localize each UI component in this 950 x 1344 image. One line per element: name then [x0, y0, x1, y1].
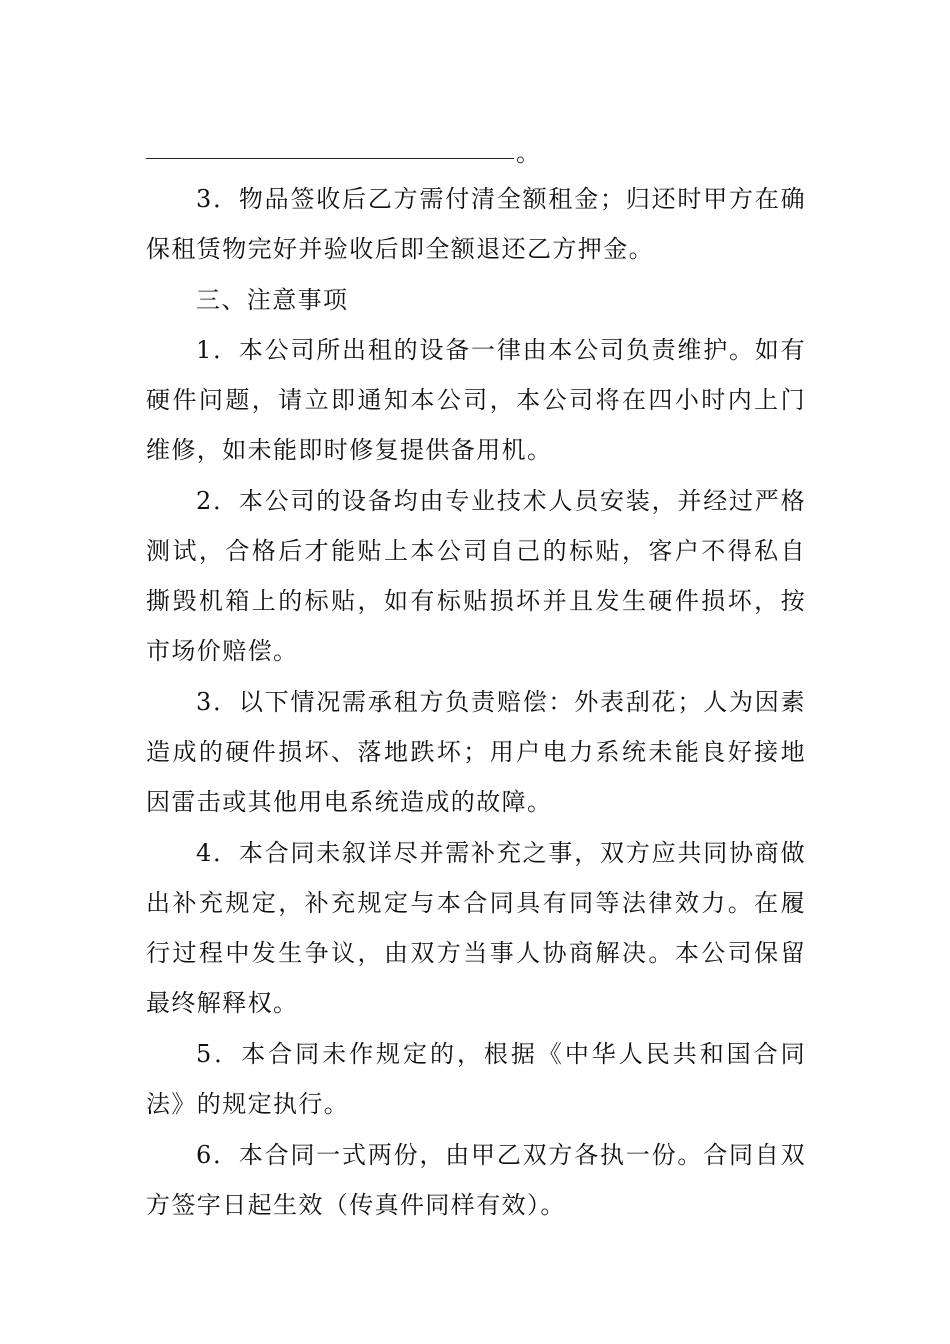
- note-3-compensation: 3．以下情况需承租方负责赔偿：外表刮花；人为因素造成的硬件损坏、落地跌坏；用户电力系统未能良好接地因雷击或其他用电系统造成的故障。: [146, 688, 806, 816]
- note-6-copies: 6．本合同一式两份，由甲乙双方各执一份。合同自双方签字日起生效（传真件同样有效）。: [146, 1141, 806, 1219]
- clause-settlement-3: 3．物品签收后乙方需付清全额租金；归还时甲方在确保租赁物完好并验收后即全额退还乙方押金。: [146, 185, 806, 263]
- fill-in-blank-line: [146, 132, 806, 174]
- blank-period: 。: [516, 139, 540, 167]
- note-4-supplement: 4．本合同未叙详尽并需补充之事，双方应共同协商做出补充规定，补充规定与本合同具有同等法律效力。在履行过程中发生争议，由双方当事人协商解决。本公司保留最终解释权。: [146, 839, 806, 1017]
- document-page: [146, 132, 806, 1231]
- note-5-law: 5．本合同未作规定的，根据《中华人民共和国合同法》的规定执行。: [146, 1040, 806, 1118]
- note-1-maintenance: 1．本公司所出租的设备一律由本公司负责维护。如有硬件问题，请立即通知本公司，本公司将在四小时内上门维修，如未能即时修复提供备用机。: [146, 336, 806, 464]
- section-heading-notes: 三、注意事项: [196, 286, 349, 314]
- note-2-installation: 2．本公司的设备均由专业技术人员安装，并经过严格测试，合格后才能贴上本公司自己的标贴，客户不得私自撕毁机箱上的标贴，如有标贴损坏并且发生硬件损坏，按市场价赔偿。: [146, 487, 806, 665]
- blank-underline[interactable]: [146, 132, 514, 159]
